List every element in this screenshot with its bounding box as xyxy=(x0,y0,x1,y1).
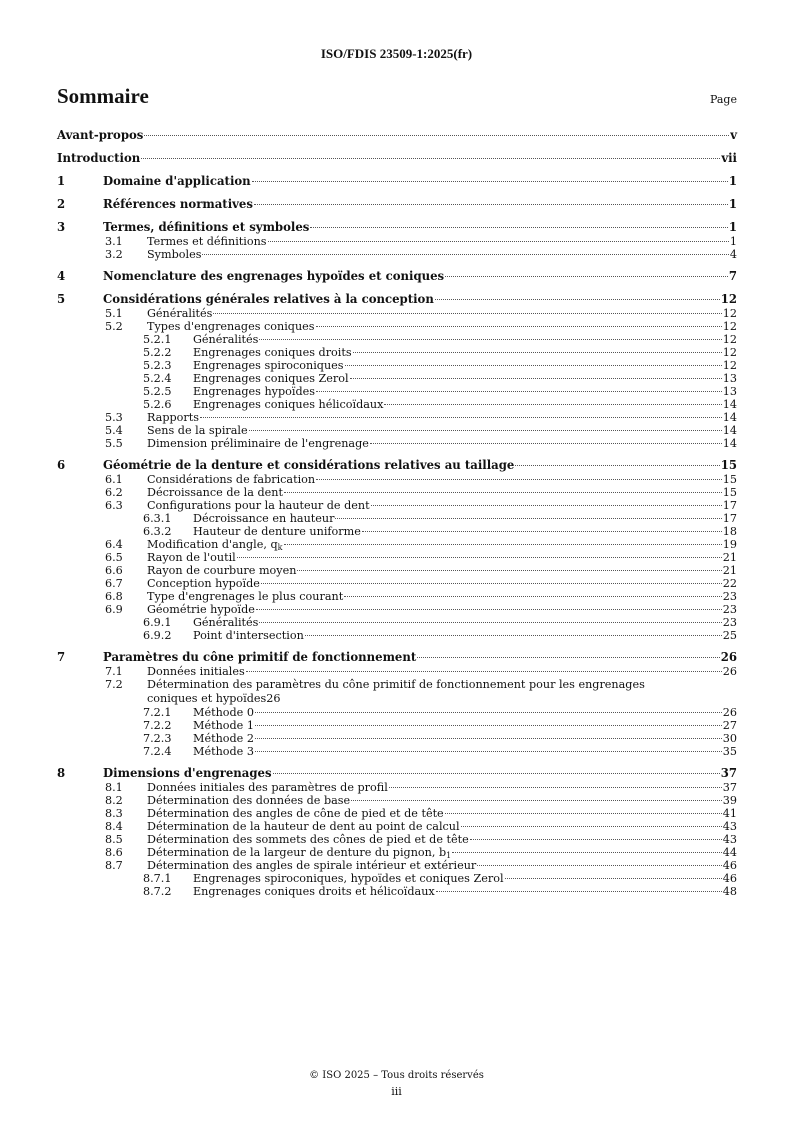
toc-entry-page: 12 xyxy=(720,292,737,306)
toc-entry[interactable] xyxy=(57,577,737,590)
toc-entry-number: 8.3 xyxy=(105,807,123,820)
toc-entry-page: 30 xyxy=(722,732,737,745)
toc-entry-number: 5.2.6 xyxy=(143,398,172,411)
toc-entry-number: 5.2.1 xyxy=(143,333,172,346)
toc-entry-title: Rapports xyxy=(147,411,199,424)
toc-entry[interactable] xyxy=(57,372,737,385)
toc-entry-title: Modification d'angle, $q_k$ xyxy=(147,538,283,552)
toc-entry-title: Détermination de la hauteur de dent au point de calcul xyxy=(147,820,460,833)
toc-entry-page: 14 xyxy=(722,424,737,437)
toc-entry-page: 15 xyxy=(722,473,737,486)
toc-entry-page: 44 xyxy=(722,846,737,859)
toc-entry-page: 12 xyxy=(722,333,737,346)
toc-entry-title: Engrenages spiroconiques xyxy=(193,359,344,372)
toc-entry-page: 48 xyxy=(722,885,737,898)
toc-entry-title: Termes et définitions xyxy=(147,235,267,248)
toc-leader-dots xyxy=(297,570,721,571)
toc-entry-title: Généralités xyxy=(193,333,259,346)
toc-entry-number: 6.3.2 xyxy=(143,525,172,538)
document-id-header: ISO/FDIS 23509-1:2025(fr) xyxy=(320,46,473,61)
toc-leader-dots xyxy=(254,204,728,205)
toc-entry-title: Engrenages coniques Zerol xyxy=(193,372,349,385)
toc-entry-title: Dimensions d'engrenages xyxy=(103,766,272,780)
toc-entry-title: Données initiales des paramètres de profil xyxy=(147,781,388,794)
toc-entry[interactable] xyxy=(57,499,737,512)
toc-entry-page: 41 xyxy=(722,807,737,820)
toc-entry-number: 8.7 xyxy=(105,859,123,872)
toc-entry-number: 7.2 xyxy=(105,678,123,691)
toc-entry-page: 39 xyxy=(722,794,737,807)
toc-entry-page: 1 xyxy=(728,220,737,234)
toc-entry[interactable] xyxy=(57,678,737,706)
toc-entry-title: Détermination des paramètres du cône primitif de fonctionnement pour les engrenages xyxy=(147,678,645,691)
toc-leader-dots xyxy=(316,391,722,392)
toc-entry-number: 8.7.1 xyxy=(143,872,172,885)
toc-entry[interactable] xyxy=(57,486,737,499)
toc-entry-page: 12 xyxy=(722,346,737,359)
toc-entry-number: 6.4 xyxy=(105,538,123,551)
toc-entry-title: coniques et hypoïdes xyxy=(147,692,267,705)
toc-entry-number: 6 xyxy=(57,458,66,472)
toc-entry-page: 26 xyxy=(266,692,281,705)
toc-leader-dots xyxy=(351,800,722,801)
toc-entry-title: Détermination des angles de spirale intérieur et extérieur xyxy=(147,859,477,872)
toc-entry-number: 7.1 xyxy=(105,665,123,678)
toc-leader-dots xyxy=(344,596,722,597)
toc-entry-title: Détermination des sommets des cônes de pied et de tête xyxy=(147,833,469,846)
toc-entry-title: Conception hypoïde xyxy=(147,577,260,590)
page-footer xyxy=(0,1068,793,1100)
toc-entry-title: Engrenages hypoïdes xyxy=(193,385,315,398)
toc-leader-dots xyxy=(305,635,722,636)
toc-leader-dots xyxy=(445,276,728,277)
toc-entry-page: 27 xyxy=(722,719,737,732)
toc-entry-page: 46 xyxy=(722,872,737,885)
toc-entry-title: Détermination de la largeur de denture du pignon, $b_1$ xyxy=(147,846,452,860)
toc-entry-number: 5.2.4 xyxy=(143,372,172,385)
toc-entry-title: Nomenclature des engrenages hypoïdes et coniques xyxy=(103,269,445,283)
toc-entry-number: 6.6 xyxy=(105,564,123,577)
toc-entry-title: Références normatives xyxy=(103,197,253,211)
toc-entry[interactable] xyxy=(57,590,737,603)
toc-entry-number: 6.7 xyxy=(105,577,123,590)
toc-entry-number: 8.5 xyxy=(105,833,123,846)
toc-entry-number: 5.1 xyxy=(105,307,123,320)
toc-entry[interactable] xyxy=(57,235,737,248)
toc-entry-page: 17 xyxy=(722,499,737,512)
toc-entry[interactable] xyxy=(57,551,737,564)
toc-entry-number: 5.3 xyxy=(105,411,123,424)
toc-entry-title: Détermination des angles de cône de pied et de tête xyxy=(147,807,444,820)
toc-entry-title: Généralités xyxy=(147,307,213,320)
toc-leader-dots xyxy=(213,313,721,314)
toc-entry-number: 5.2.2 xyxy=(143,346,172,359)
toc-entry-page: 37 xyxy=(722,781,737,794)
toc-entry[interactable] xyxy=(57,197,737,212)
toc-entry[interactable] xyxy=(57,650,737,665)
toc-entry-number: 7.2.3 xyxy=(143,732,172,745)
toc-entry-number: 6.2 xyxy=(105,486,123,499)
toc-entry[interactable] xyxy=(57,525,737,538)
toc-leader-dots xyxy=(316,326,722,327)
toc-entry[interactable] xyxy=(57,745,737,758)
toc-leader-dots xyxy=(261,583,722,584)
toc-entry[interactable] xyxy=(57,424,737,437)
toc-entry-page: 23 xyxy=(722,590,737,603)
page-number: iii xyxy=(391,1085,402,1098)
toc-entry-title: Considérations de fabrication xyxy=(147,473,316,486)
toc-entry[interactable] xyxy=(57,174,737,189)
toc-entry-page: 12 xyxy=(722,320,737,333)
toc-entry-number: 7.2.2 xyxy=(143,719,172,732)
toc-entry-title: Géométrie hypoïde xyxy=(147,603,255,616)
toc-entry-page: 17 xyxy=(722,512,737,525)
toc-entry-page: 4 xyxy=(729,248,737,261)
toc-leader-dots xyxy=(284,544,722,545)
toc-entry-title: Introduction xyxy=(57,151,141,165)
toc-entry[interactable] xyxy=(57,564,737,577)
toc-leader-dots xyxy=(371,505,722,506)
toc-entry-title: Rayon de l'outil xyxy=(147,551,236,564)
toc-entry[interactable] xyxy=(57,833,737,846)
toc-entry[interactable] xyxy=(57,538,737,551)
toc-leader-dots xyxy=(353,352,722,353)
toc-entry-title: Détermination des données de base xyxy=(147,794,351,807)
toc-entry-number: 5 xyxy=(57,292,66,306)
toc-entry-page: vii xyxy=(721,151,737,165)
toc-entry-title: Engrenages coniques droits xyxy=(193,346,352,359)
toc-leader-dots xyxy=(452,852,722,853)
toc-entry[interactable] xyxy=(57,846,737,859)
toc-entry-title: Configurations pour la hauteur de dent xyxy=(147,499,370,512)
toc-entry-subscript: k xyxy=(277,543,283,552)
toc-entry-number: 3 xyxy=(57,220,66,234)
toc-leader-dots xyxy=(237,557,722,558)
toc-entry-page: 46 xyxy=(722,859,737,872)
toc-entry-number: 6.9 xyxy=(105,603,123,616)
toc-entry-number: 6.5 xyxy=(105,551,123,564)
toc-leader-dots xyxy=(255,712,722,713)
toc-entry[interactable] xyxy=(57,872,737,885)
toc-entry[interactable] xyxy=(57,333,737,346)
toc-entry-number: 7.2.1 xyxy=(143,706,172,719)
toc-leader-dots xyxy=(477,865,721,866)
toc-entry-number: 5.2.5 xyxy=(143,385,172,398)
toc-entry-title: Types d'engrenages coniques xyxy=(147,320,315,333)
toc-entry-number: 8.2 xyxy=(105,794,123,807)
toc-entry-page: 19 xyxy=(722,538,737,551)
toc-entry-page: 7 xyxy=(728,269,737,283)
toc-entry[interactable] xyxy=(57,248,737,261)
toc-entry-subscript: 1 xyxy=(446,851,452,860)
toc-entry-number: 8.7.2 xyxy=(143,885,172,898)
toc-entry[interactable] xyxy=(57,512,737,525)
toc-leader-dots xyxy=(461,826,722,827)
toc-entry-page: 21 xyxy=(722,551,737,564)
toc-entry[interactable] xyxy=(57,220,737,235)
page-title: Sommaire xyxy=(57,84,149,108)
toc-entry-title: Engrenages spiroconiques, hypoïdes et coniques Zerol xyxy=(193,872,504,885)
toc-entry-page: 12 xyxy=(722,307,737,320)
toc-leader-dots xyxy=(249,430,722,431)
toc-entry-page: 13 xyxy=(722,372,737,385)
toc-entry-number: 1 xyxy=(57,174,66,188)
toc-entry-page: 43 xyxy=(722,820,737,833)
toc-entry-title: Méthode 0 xyxy=(193,706,254,719)
toc-entry-number: 6.1 xyxy=(105,473,123,486)
toc-entry-title: Paramètres du cône primitif de fonctionnement xyxy=(103,650,417,664)
toc-entry-title: Sens de la spirale xyxy=(147,424,248,437)
toc-leader-dots xyxy=(345,365,722,366)
toc-entry-page: 18 xyxy=(722,525,737,538)
toc-entry[interactable] xyxy=(57,629,737,642)
toc-leader-dots xyxy=(284,492,722,493)
toc-entry[interactable] xyxy=(57,719,737,732)
toc-leader-dots xyxy=(316,479,722,480)
toc-entry-title: Type d'engrenages le plus courant xyxy=(147,590,344,603)
toc-leader-dots xyxy=(350,378,722,379)
toc-entry-number: 3.2 xyxy=(105,248,123,261)
toc-entry-page: v xyxy=(730,128,737,142)
toc-entry-title: Rayon de courbure moyen xyxy=(147,564,297,577)
toc-entry[interactable] xyxy=(57,766,737,781)
toc-entry-page: 26 xyxy=(722,706,737,719)
toc-entry-number: 2 xyxy=(57,197,66,211)
toc-entry[interactable] xyxy=(57,151,737,166)
toc-entry-number: 8.1 xyxy=(105,781,123,794)
toc-entry[interactable] xyxy=(57,820,737,833)
toc-entry-title: Symboles xyxy=(147,248,202,261)
toc-entry-page: 1 xyxy=(728,197,737,211)
toc-leader-dots xyxy=(370,443,722,444)
toc-entry[interactable] xyxy=(57,128,737,143)
toc-entry-number: 5.2 xyxy=(105,320,123,333)
toc-entry-title: Engrenages coniques droits et hélicoïdaux xyxy=(193,885,435,898)
toc-entry[interactable] xyxy=(57,794,737,807)
toc-entry-title: Domaine d'application xyxy=(103,174,251,188)
toc-leader-dots xyxy=(141,158,720,159)
toc-entry-number: 6.3.1 xyxy=(143,512,172,525)
toc-entry-title: Géométrie de la denture et considérations relatives au taillage xyxy=(103,458,515,472)
toc-entry[interactable] xyxy=(57,292,737,307)
toc-entry-number: 5.4 xyxy=(105,424,123,437)
toc-entry[interactable] xyxy=(57,616,737,629)
toc-entry[interactable] xyxy=(57,385,737,398)
toc-entry-title: Considérations générales relatives à la conception xyxy=(103,292,434,306)
toc-leader-dots xyxy=(144,135,729,136)
toc-entry-number: 6.8 xyxy=(105,590,123,603)
toc-leader-dots xyxy=(259,339,721,340)
toc-entry-title: Décroissance en hauteur xyxy=(193,512,335,525)
toc-leader-dots xyxy=(470,839,722,840)
table-of-contents xyxy=(57,128,737,898)
toc-entry-page: 14 xyxy=(722,437,737,450)
page-column-label: Page xyxy=(709,93,737,106)
toc-leader-dots xyxy=(202,254,728,255)
toc-entry[interactable] xyxy=(57,781,737,794)
toc-entry-page: 14 xyxy=(722,398,737,411)
toc-entry[interactable] xyxy=(57,859,737,872)
toc-entry-title: Décroissance de la dent xyxy=(147,486,283,499)
toc-entry[interactable] xyxy=(57,437,737,450)
toc-leader-dots xyxy=(505,878,722,879)
toc-entry-number: 6.9.1 xyxy=(143,616,172,629)
toc-entry-page: 25 xyxy=(722,629,737,642)
toc-leader-dots xyxy=(435,299,720,300)
toc-entry[interactable] xyxy=(57,307,737,320)
toc-entry-page: 1 xyxy=(729,235,737,248)
toc-leader-dots xyxy=(273,773,720,774)
toc-entry[interactable] xyxy=(57,732,737,745)
toc-leader-dots xyxy=(255,725,722,726)
toc-leader-dots xyxy=(417,657,719,658)
toc-entry-page: 15 xyxy=(722,486,737,499)
toc-entry-title: Engrenages coniques hélicoïdaux xyxy=(193,398,384,411)
toc-leader-dots xyxy=(362,531,722,532)
toc-entry-number: 8 xyxy=(57,766,66,780)
toc-entry-page: 37 xyxy=(720,766,737,780)
toc-entry[interactable] xyxy=(57,269,737,284)
toc-leader-dots xyxy=(255,738,722,739)
toc-entry-number: 5.2.3 xyxy=(143,359,172,372)
toc-entry-title: Méthode 3 xyxy=(193,745,254,758)
toc-title-row xyxy=(57,84,737,114)
toc-leader-dots xyxy=(259,622,721,623)
toc-entry-page: 23 xyxy=(722,603,737,616)
toc-entry-page: 12 xyxy=(722,359,737,372)
toc-leader-dots xyxy=(255,751,722,752)
toc-entry[interactable] xyxy=(57,885,737,898)
toc-entry-number: 5.5 xyxy=(105,437,123,450)
toc-leader-dots xyxy=(335,518,721,519)
toc-entry-title: Avant-propos xyxy=(57,128,144,142)
toc-entry-number: 3.1 xyxy=(105,235,123,248)
toc-entry[interactable] xyxy=(57,398,737,411)
toc-leader-dots xyxy=(384,404,721,405)
toc-entry[interactable] xyxy=(57,807,737,820)
toc-entry-title: Méthode 1 xyxy=(193,719,254,732)
toc-leader-dots xyxy=(252,181,728,182)
toc-entry-page: 35 xyxy=(722,745,737,758)
toc-entry-number: 7 xyxy=(57,650,66,664)
toc-entry[interactable] xyxy=(57,458,737,473)
toc-entry-page: 43 xyxy=(722,833,737,846)
toc-leader-dots xyxy=(445,813,722,814)
toc-entry-page: 14 xyxy=(722,411,737,424)
toc-entry[interactable] xyxy=(57,346,737,359)
toc-entry-number: 6.9.2 xyxy=(143,629,172,642)
toc-leader-dots xyxy=(200,417,722,418)
toc-leader-dots xyxy=(515,465,719,466)
toc-leader-dots xyxy=(436,891,722,892)
toc-entry-page: 15 xyxy=(720,458,737,472)
toc-entry[interactable] xyxy=(57,473,737,486)
toc-entry-page: 21 xyxy=(722,564,737,577)
toc-entry[interactable] xyxy=(57,665,737,678)
toc-entry-page: 26 xyxy=(722,665,737,678)
toc-entry-page: 23 xyxy=(722,616,737,629)
toc-entry[interactable] xyxy=(57,359,737,372)
toc-entry-title: Données initiales xyxy=(147,665,245,678)
toc-entry-page: 22 xyxy=(722,577,737,590)
toc-entry-number: 8.6 xyxy=(105,846,123,859)
toc-entry-title: Point d'intersection xyxy=(193,629,304,642)
toc-entry-page: 1 xyxy=(728,174,737,188)
toc-entry[interactable] xyxy=(57,603,737,616)
toc-entry-page: 26 xyxy=(720,650,737,664)
toc-leader-dots xyxy=(246,671,722,672)
toc-entry-number: 4 xyxy=(57,269,66,283)
toc-entry-page: 13 xyxy=(722,385,737,398)
toc-entry[interactable] xyxy=(57,706,737,719)
toc-entry-title: Méthode 2 xyxy=(193,732,254,745)
toc-leader-dots xyxy=(389,787,722,788)
toc-entry-number: 7.2.4 xyxy=(143,745,172,758)
toc-entry-title: Dimension préliminaire de l'engrenage xyxy=(147,437,369,450)
toc-entry-title: Généralités xyxy=(193,616,259,629)
copyright-notice: © ISO 2025 – Tous droits réservés xyxy=(309,1070,484,1081)
toc-entry-title: Termes, définitions et symboles xyxy=(103,220,310,234)
toc-entry[interactable] xyxy=(57,320,737,333)
toc-entry-number: 6.3 xyxy=(105,499,123,512)
toc-leader-dots xyxy=(256,609,722,610)
toc-leader-dots xyxy=(268,241,729,242)
toc-entry[interactable] xyxy=(57,411,737,424)
toc-leader-dots xyxy=(310,227,728,228)
toc-entry-number: 8.4 xyxy=(105,820,123,833)
toc-entry-title: Hauteur de denture uniforme xyxy=(193,525,361,538)
